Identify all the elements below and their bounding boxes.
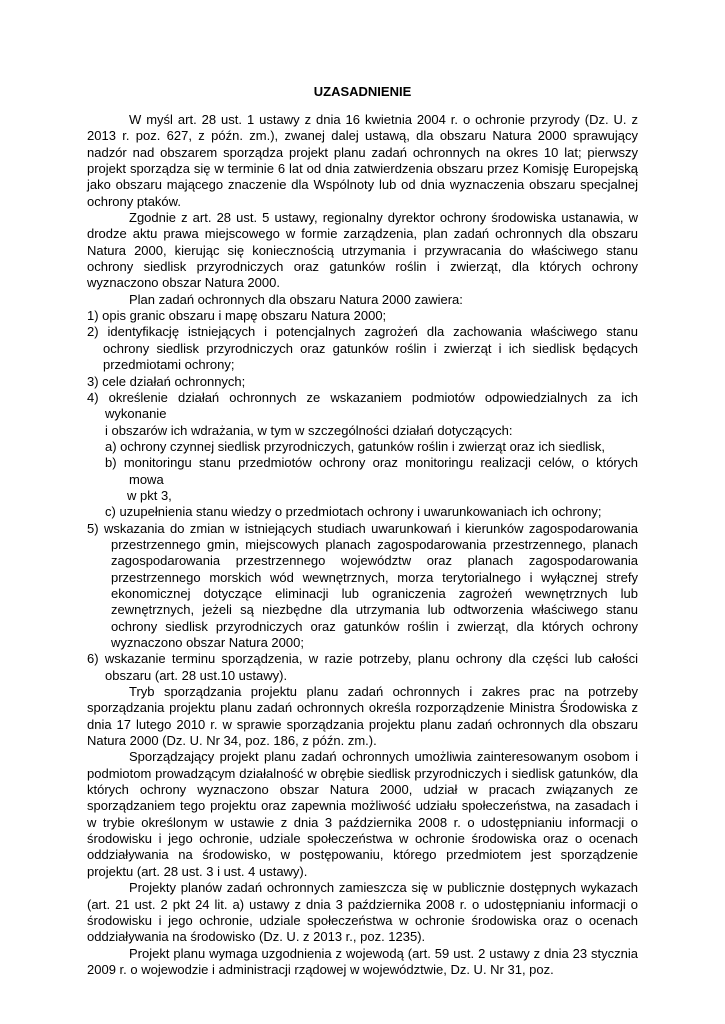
document-title: UZASADNIENIE — [313, 84, 412, 99]
list-item-4c: c) uzupełnienia stanu wiedzy o przedmiotach ochrony i uwarunkowaniach ich ochrony; — [105, 504, 602, 520]
list-item-2: 2) identyfikację istniejących i potencjalnych zagrożeń dla zachowania właściwego stanu ochrony siedlisk przyrodniczych oraz gatunków roślin i zwierząt i ich siedlisk będących przedmiotami ochrony; — [87, 324, 638, 373]
list-item-1: 1) opis granic obszaru i mapę obszaru Natura 2000; — [87, 308, 387, 324]
document-body — [87, 112, 638, 978]
list-item-6: 6) wskazanie terminu sporządzenia, w razie potrzeby, planu ochrony dla części lub całości obszaru (art. 28 ust.10 ustawy). — [87, 651, 638, 683]
list-item-5: 5) wskazania do zmian w istniejących studiach uwarunkowań i kierunków zagospodarowania przestrzennego gmin, miejscowych planach zagospodarowania przestrzennego, planach zagospodarowania przestrzennego województw oraz planach zagospodarowania przestrzennego morskich wód wewnętrznych, morza terytorialnego i wyłącznej strefy ekonomicznej dotyczące eliminacji lub ograniczenia zagrożeń wewnętrznych lub zewnętrznych, jeżeli są niezbędne dla utrzymania lub odtworzenia właściwego stanu ochrony siedlisk przyrodniczych oraz gatunków roślin i zwierząt, dla których ochrony wyznaczono obszar Natura 2000; — [87, 520, 638, 650]
list-item-4: 4) określenie działań ochronnych ze wskazaniem podmiotów odpowiedzialnych za ich — [87, 389, 638, 405]
paragraph-legal-basis: W myśl art. 28 ust. 1 ustawy z dnia 16 kwietnia 2004 r. o ochronie przyrody (Dz. U. z 2013 r. poz. 627, z późn. zm.), zwanej dalej ustawą, dla obszaru Natura 2000 sprawujący nadzór nad obszarem sporządza projekt planu zadań ochronnych na okres 10 lat; pierwszy projekt sporządza się w terminie 6 lat od dnia zatwierdzenia obszaru przez Komisję Europejską jako obszaru mającego znaczenie dla Wspólnoty lub od dnia wyznaczenia obszaru specjalnej ochrony ptaków. — [87, 112, 638, 209]
paragraph-plan-contents: Plan zadań ochronnych dla obszaru Natura 2000 zawiera: — [129, 291, 463, 307]
list-item-4a: a) ochrony czynnej siedlisk przyrodniczych, gatunków roślin i zwierząt oraz ich siedlisk, — [105, 438, 605, 454]
list-item-4-continuation: wykonanie — [105, 406, 167, 422]
paragraph-art-28-ust-5: Zgodnie z art. 28 ust. 5 ustawy, regionalny dyrektor ochrony środowiska ustanawia, w drodze aktu prawa miejscowego w formie zarządzenia, plan zadań ochronnych dla obszaru Natura 2000, kierując się koniecznością utrzymania i przywracania do właściwego stanu ochrony siedlisk przyrodniczych oraz gatunków roślin i zwierząt, dla których ochrony wyznaczono obszar Natura 2000. — [87, 210, 638, 291]
list-item-4b-continuation: mowa — [129, 471, 164, 487]
paragraph-agreement: Projekt planu wymaga uzgodnienia z wojewodą (art. 59 ust. 2 ustawy z dnia 23 stycznia 2009 r. o wojewodzie i administracji rządowej w województwie, Dz. U. Nr 31, poz. — [87, 945, 638, 977]
paragraph-publication: Projekty planów zadań ochronnych zamieszcza się w publicznie dostępnych wykazach (art. 21 ust. 2 pkt 24 lit. a) ustawy z dnia 3 października 2008 r. o udostępnianiu informacji o środowisku i jego ochronie, udziale społeczeństwa w ochronie środowiska oraz o ocenach oddziaływania na środowisko (Dz. U. z 2013 r., poz. 1235). — [87, 880, 638, 945]
paragraph-procedure: Tryb sporządzania projektu planu zadań ochronnych i zakres prac na potrzeby sporządzania projektu planu zadań ochronnych określa rozporządzenie Ministra Środowiska z dnia 17 lutego 2010 r. w sprawie sporządzania projektu planu zadań ochronnych dla obszaru Natura 2000 (Dz. U. Nr 34, poz. 186, z późn. zm.). — [87, 684, 638, 749]
list-item-4b-reference: w pkt 3, — [127, 487, 172, 503]
list-item-4-scope: i obszarów ich wdrażania, w tym w szczególności działań dotyczących: — [105, 422, 513, 438]
paragraph-participation: Sporządzający projekt planu zadań ochronnych umożliwia zainteresowanym osobom i podmiotom prowadzącym działalność w obrębie siedlisk przyrodniczych i siedlisk gatunków, dla których ochrony wyznaczono obszar Natura 2000, udział w pracach związanych ze sporządzaniem tego projektu oraz zapewnia możliwość udziału społeczeństwa, na zasadach i w trybie określonym w ustawie z dnia 3 października 2008 r. o udostępnianiu informacji o środowisku i jego ochronie, udziale społeczeństwa w ochronie środowiska oraz o ocenach oddziaływania na środowisko, w postępowaniu, którego przedmiotem jest sporządzenie projektu (art. 28 ust. 3 i ust. 4 ustawy). — [87, 749, 638, 879]
list-item-4b: b) monitoringu stanu przedmiotów ochrony oraz monitoringu realizacji celów, o których — [105, 455, 638, 471]
list-item-3: 3) cele działań ochronnych; — [87, 373, 246, 389]
